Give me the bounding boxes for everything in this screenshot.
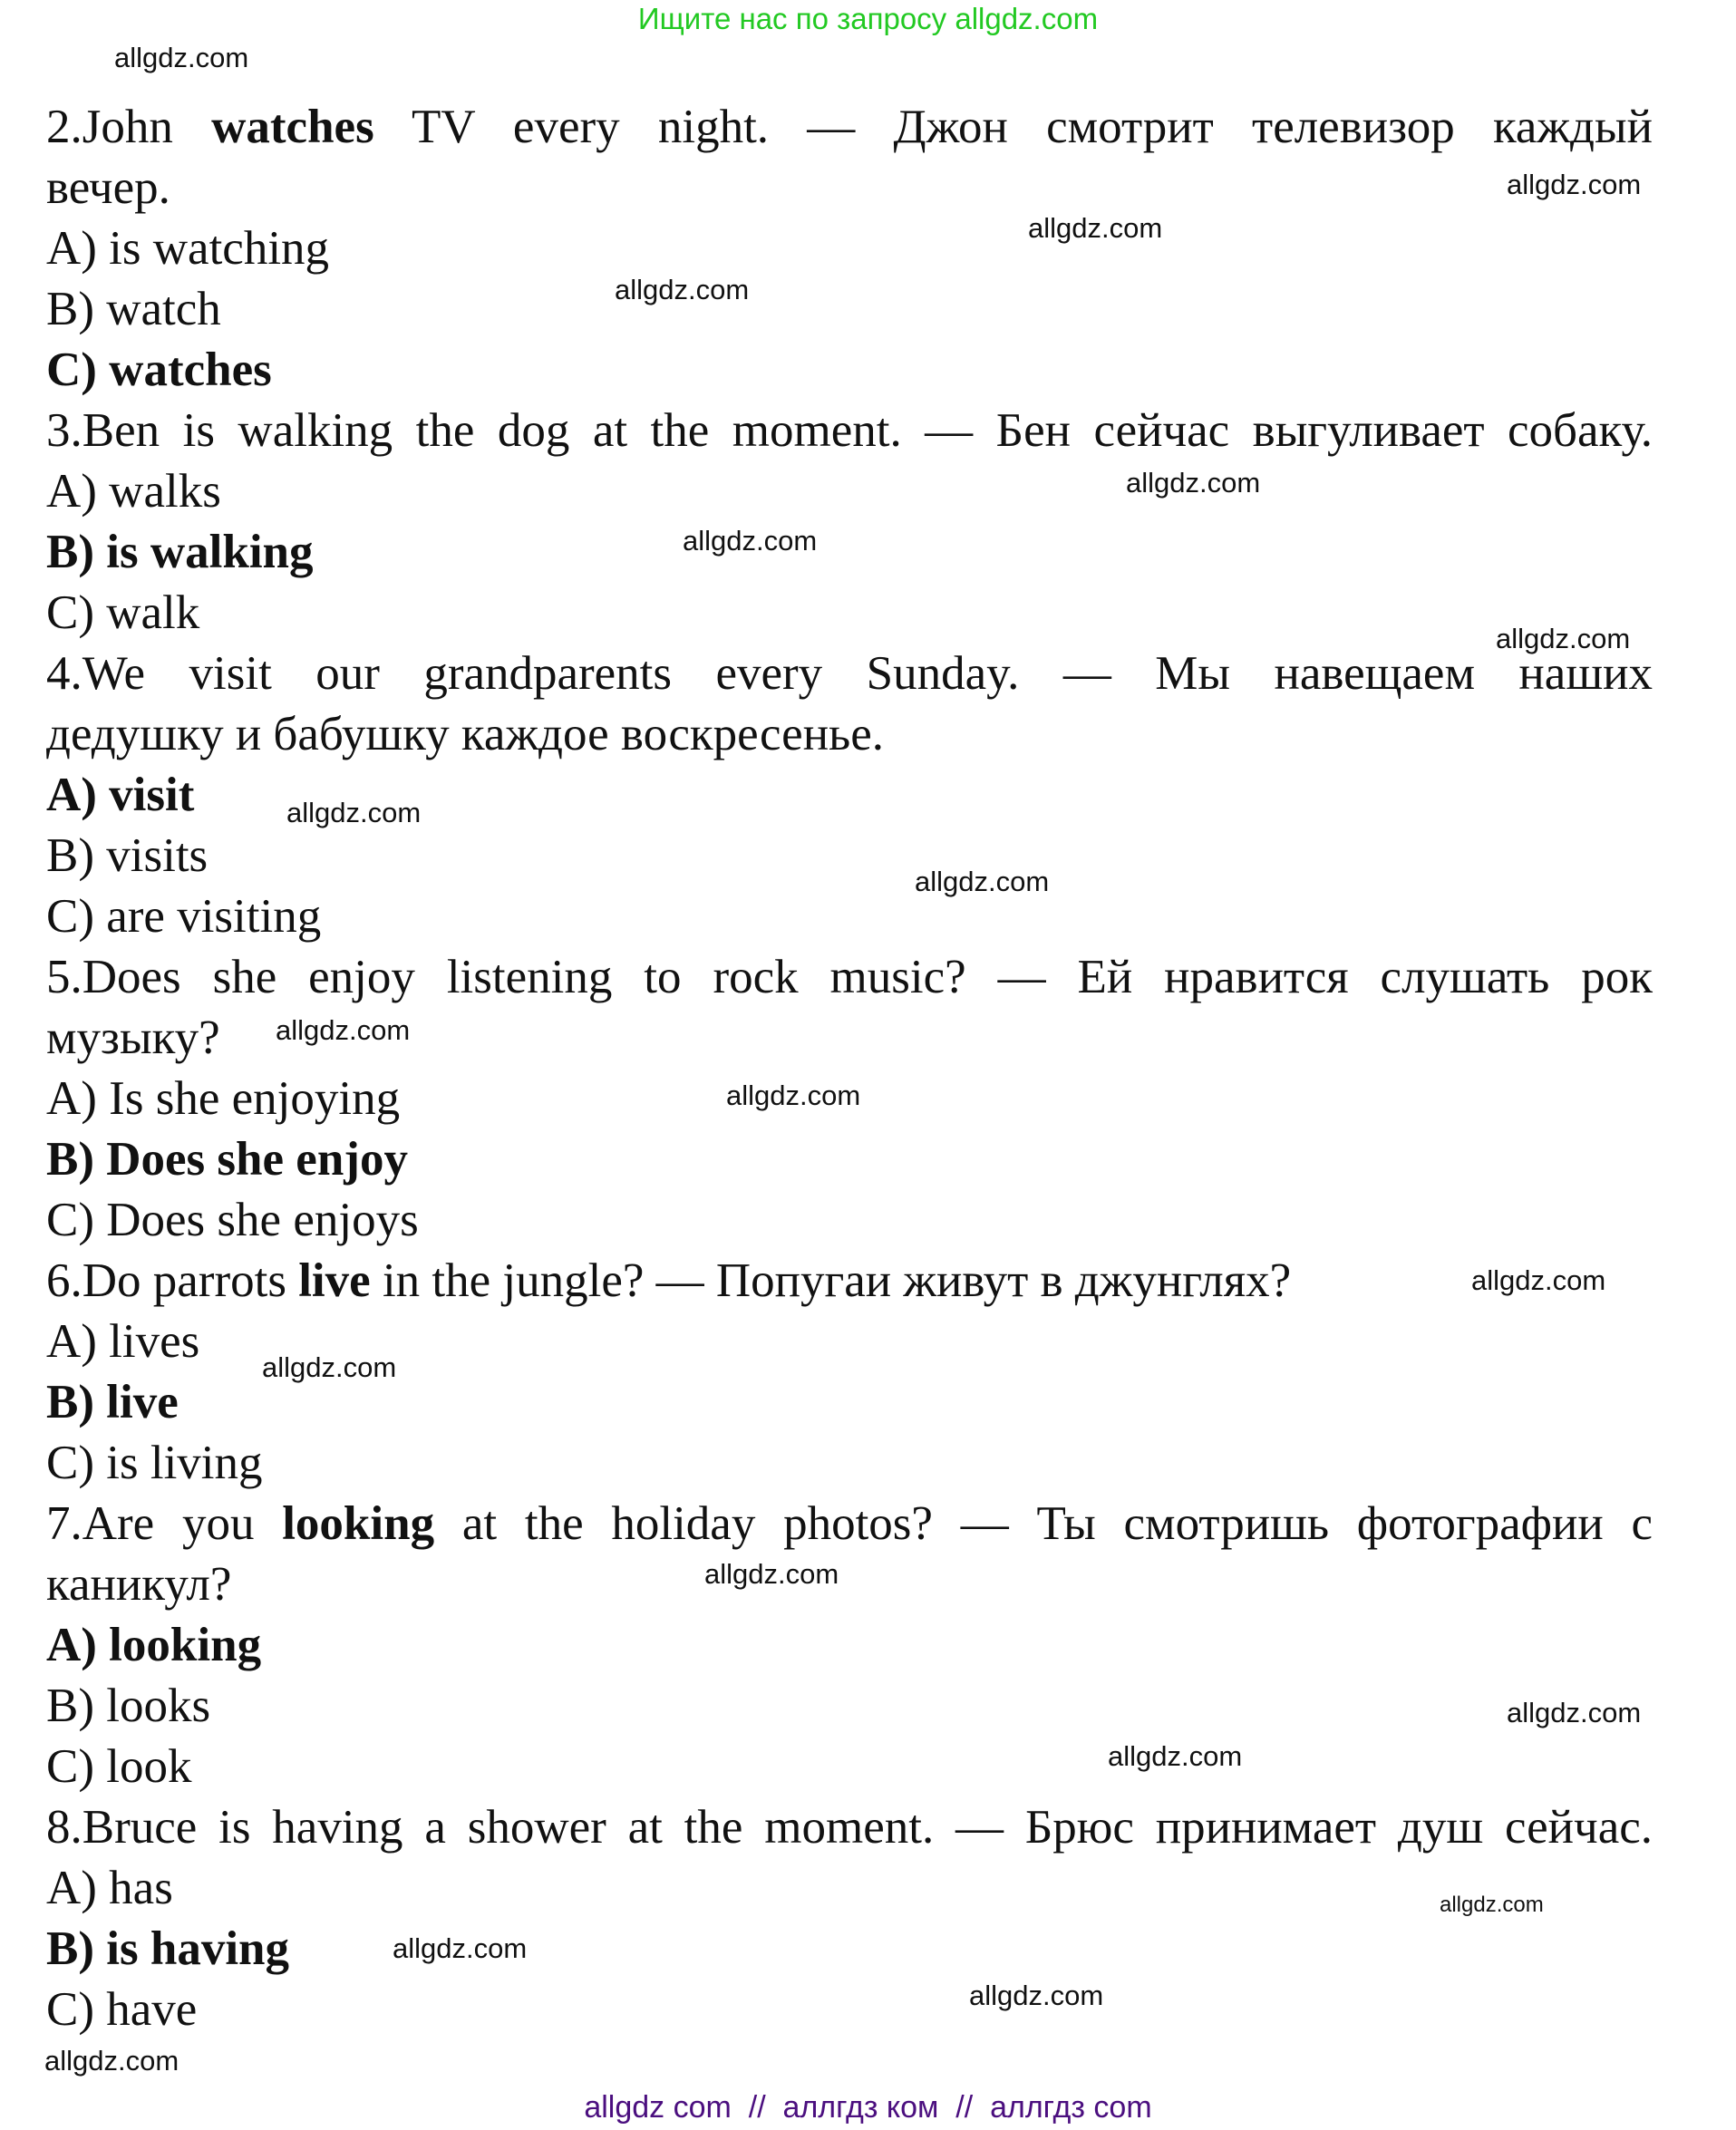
- question: [46, 401, 1653, 644]
- watermark-text: allgdz.com: [262, 1351, 397, 1383]
- watermark-text: allgdz.com: [114, 42, 249, 73]
- watermark-text: allgdz.com: [276, 1014, 411, 1046]
- question-text-line: [46, 97, 1653, 158]
- answer-option: C) have: [46, 1983, 198, 2036]
- question-text-line: [46, 1251, 1653, 1312]
- highlighted-word: looking: [282, 1497, 435, 1550]
- watermark-text: allgdz.com: [393, 1932, 528, 1964]
- text-segment: 2.John: [46, 101, 212, 153]
- watermark-text: allgdz.com: [704, 1558, 839, 1590]
- watermark-text: allgdz.com: [1108, 1740, 1243, 1772]
- watermark-text: allgdz.com: [615, 274, 750, 305]
- text-segment: TV every night. — Джон смотрит телевизор каждый: [373, 101, 1653, 153]
- answer-option: C) walk: [46, 586, 200, 639]
- watermark-text: allgdz.com: [1496, 623, 1631, 654]
- answer-option: A) lives: [46, 1315, 200, 1368]
- answer-option: A) is watching: [46, 222, 330, 275]
- watermark-text: allgdz.com: [1440, 1893, 1544, 1917]
- exercise-content: [46, 97, 1653, 2040]
- watermark-text: allgdz.com: [44, 2045, 179, 2077]
- text-segment: 4.We visit our grandparents every Sunday. — Мы навещаем наших: [46, 647, 1653, 700]
- answer-option-correct: B) Does she enjoy: [46, 1133, 408, 1186]
- text-segment: 8.Bruce is having a shower at the moment. — Брюс принимает душ сейчас.: [46, 1801, 1653, 1854]
- answer-option-correct: B) is walking: [46, 526, 314, 578]
- header-banner: Ищите нас по запросу allgdz.com: [637, 2, 1099, 35]
- answer-option: B) looks: [46, 1680, 211, 1732]
- text-segment: 3.Ben is walking the dog at the moment. — Бен сейчас выгуливает собаку.: [46, 404, 1653, 457]
- answer-option-correct: A) looking: [46, 1619, 262, 1671]
- question-text-line: [46, 704, 1653, 765]
- text-segment: вечер.: [46, 161, 170, 214]
- watermark-text: allgdz.com: [1126, 467, 1261, 499]
- question: [46, 1494, 1653, 1797]
- question-text-line: [46, 1494, 1653, 1554]
- watermark-text: allgdz.com: [1507, 169, 1642, 200]
- watermark-text: allgdz.com: [969, 1980, 1104, 2011]
- answer-option-correct: C) watches: [46, 344, 272, 396]
- question: [46, 644, 1653, 947]
- answer-option: B) watch: [46, 283, 221, 335]
- answer-option: C) is living: [46, 1437, 263, 1489]
- answer-option-correct: B) is having: [46, 1922, 290, 1975]
- answer-option-correct: A) visit: [46, 769, 195, 821]
- answer-option: A) Is she enjoying: [46, 1072, 401, 1125]
- answer-option: A) has: [46, 1862, 173, 1914]
- answer-option: B) visits: [46, 829, 209, 882]
- highlighted-word: watches: [211, 101, 374, 153]
- text-segment: 6.Do parrots: [46, 1254, 299, 1307]
- watermark-text: allgdz.com: [286, 797, 422, 828]
- answer-option: A) walks: [46, 465, 221, 518]
- watermark-text: allgdz.com: [915, 866, 1050, 897]
- text-segment: in the jungle? — Попугаи живут в джунглях?: [370, 1254, 1292, 1307]
- text-segment: 7.Are you: [46, 1497, 283, 1550]
- question: [46, 1797, 1653, 2040]
- text-segment: at the holiday photos? — Ты смотришь фотографии с: [434, 1497, 1654, 1550]
- watermark-text: allgdz.com: [1471, 1264, 1606, 1296]
- question-text-line: [46, 158, 1653, 218]
- question-text-line: [46, 644, 1653, 704]
- watermark-text: allgdz.com: [1028, 212, 1163, 244]
- answer-option: C) look: [46, 1740, 192, 1793]
- answer-option-correct: B) live: [46, 1376, 179, 1428]
- question-text-line: [46, 947, 1653, 1008]
- question: [46, 97, 1653, 401]
- question-text-line: [46, 1554, 1653, 1615]
- text-segment: дедушку и бабушку каждое воскресенье.: [46, 708, 885, 760]
- watermark-text: allgdz.com: [683, 525, 818, 557]
- answer-option: C) are visiting: [46, 890, 322, 943]
- highlighted-word: live: [298, 1254, 371, 1307]
- watermark-text: allgdz.com: [726, 1080, 861, 1111]
- question-text-line: [46, 401, 1653, 461]
- footer-banner: allgdz com // аллгдз ком // аллгдз com: [584, 2090, 1152, 2125]
- text-segment: каникул?: [46, 1558, 232, 1611]
- text-segment: 5.Does she enjoy listening to rock music? — Ей нравится слушать рок: [46, 951, 1653, 1003]
- text-segment: музыку?: [46, 1012, 220, 1064]
- answer-option: C) Does she enjoys: [46, 1194, 419, 1246]
- watermark-text: allgdz.com: [1507, 1697, 1642, 1728]
- question-text-line: [46, 1797, 1653, 1858]
